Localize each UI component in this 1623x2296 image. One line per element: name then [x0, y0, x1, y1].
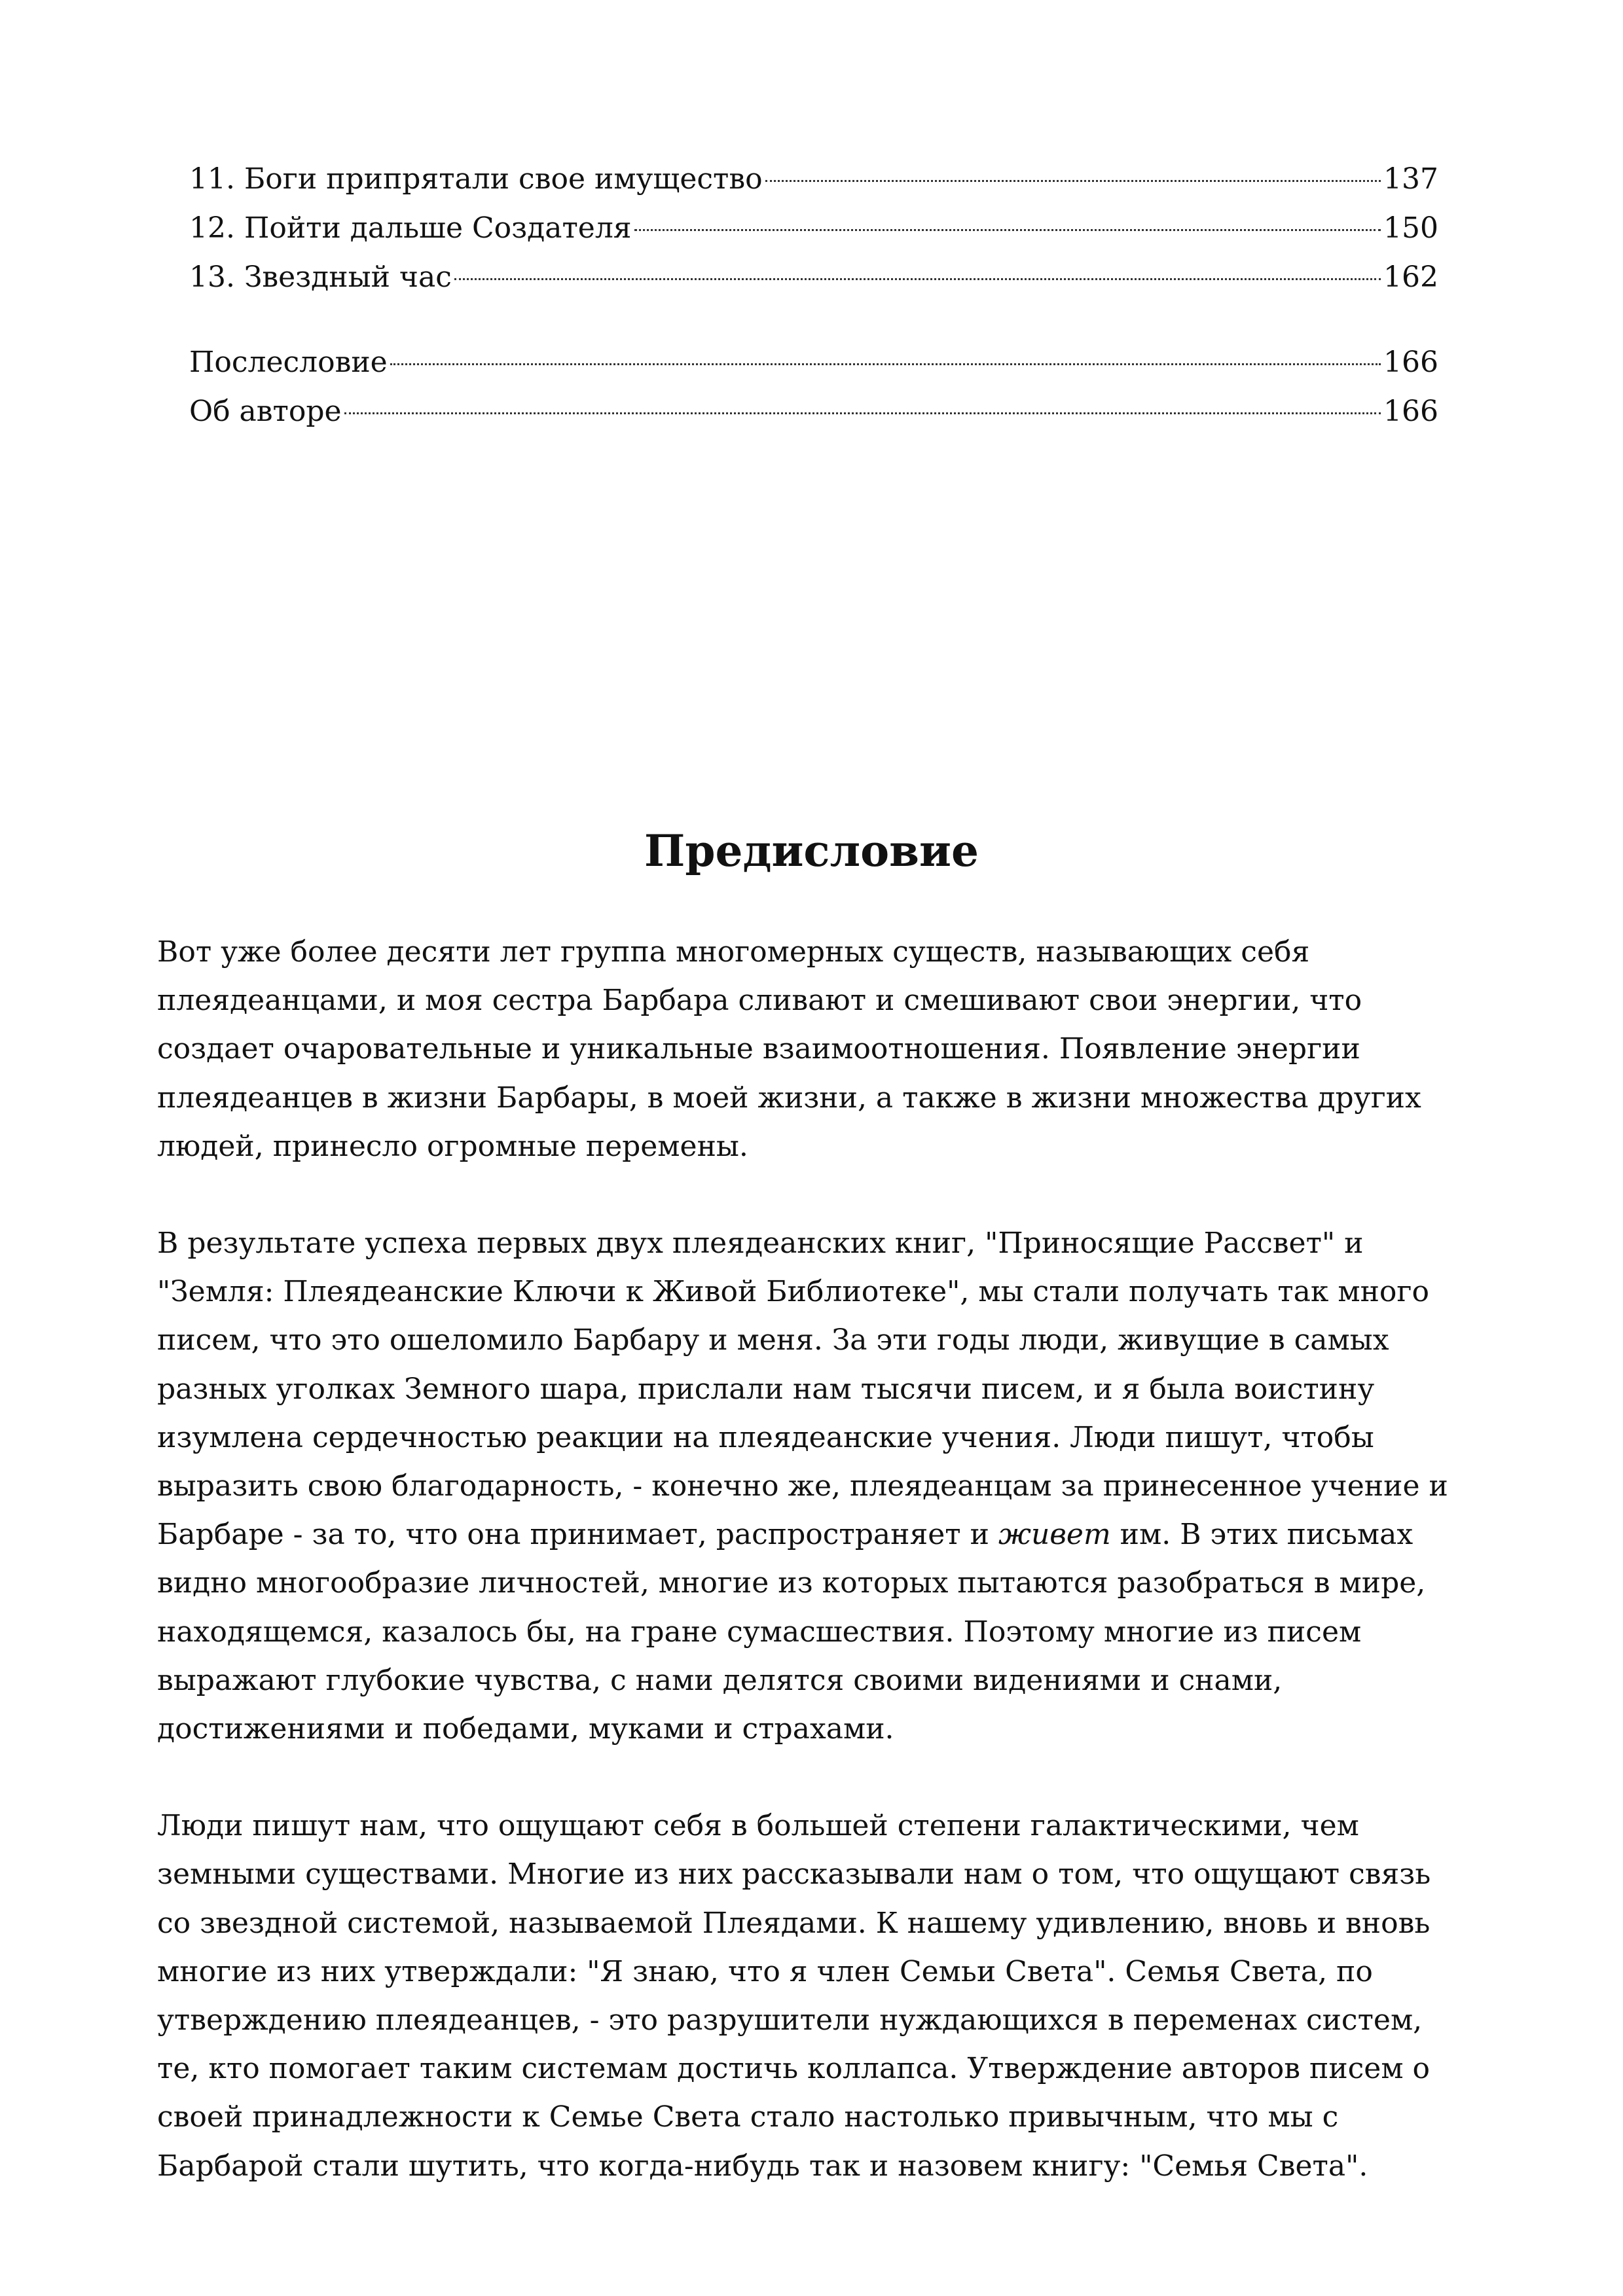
toc-entry [189, 204, 1438, 253]
toc-entry-title: Об авторе [189, 395, 342, 428]
toc-entry [189, 154, 1438, 204]
preface-body [157, 928, 1473, 2239]
toc-dot-leader [454, 278, 1381, 280]
paragraph-1: Вот уже более десяти лет группа многомерных существ, называющих себя плеядеанцами, и моя сестра Барбара сливают и смешивают свои энергии, что создает очаровательные и уникальные взаимоотношения. Появление энергии плеядеанцев в жизни Барбары, в моей жизни, а также в жизни множества других людей, принесло огромные перемены. [157, 935, 1421, 1163]
toc-dot-leader [344, 412, 1381, 414]
toc-entry-title: 13. Звездный час [189, 260, 452, 294]
table-of-contents [189, 154, 1438, 436]
toc-entry-title: Послесловие [189, 346, 388, 379]
toc-entry-page: 166 [1383, 395, 1438, 428]
toc-entry-page: 166 [1383, 346, 1438, 379]
toc-spacer [189, 302, 1438, 338]
section-heading: Предисловие [644, 825, 979, 876]
toc-dot-leader [634, 229, 1381, 231]
toc-entry [189, 387, 1438, 436]
toc-entry-page: 162 [1383, 260, 1438, 294]
toc-entry-title: 11. Боги припрятали свое имущество [189, 162, 763, 196]
paragraph-2-part-1: В результате успеха первых двух плеядеанских книг, "Приносящие Рассвет" и "Земля: Плеядеанские Ключи к Живой Библиотеке", мы стали получать так много писем, что это ошеломило Барбару и меня. За эти годы люди, живущие в самых разных уголках Земного шара, прислали нам тысячи писем, и я была воистину изумлена сердечностью реакции на плеядеанские учения. Люди пишут, чтобы выразить свою благодарность, - конечно же, плеядеанцам за принесенное учение и Барбаре - за то, что она принимает, распространяет и [157, 1227, 1448, 1552]
paragraph-3: Люди пишут нам, что ощущают себя в большей степени галактическими, чем земными существами. Многие из них рассказывали нам о том, что ощущают связь со звездной системой, называемой Плеядами. К нашему удивлению, вновь и вновь многие из них утверждали: "Я знаю, что я член Семьи Света". Семья Света, по утверждению плеядеанцев, - это разрушители нуждающихся в переменах систем, те, кто помогает таким системам достичь коллапса. Утверждение авторов писем о своей принадлежности к Семье Света стало настолько привычным, что мы с Барбарой стали шутить, что когда-нибудь так и назовем книгу: "Семья Света". [157, 1809, 1431, 2183]
paragraph-2-italic-word: живет [998, 1518, 1111, 1552]
toc-entry-title: 12. Пойти дальше Создателя [189, 211, 632, 245]
toc-entry [189, 253, 1438, 302]
toc-entry-page: 137 [1383, 162, 1438, 196]
toc-entry [189, 338, 1438, 387]
toc-dot-leader [765, 180, 1381, 182]
paragraph-2 [157, 1219, 1473, 1753]
toc-dot-leader [390, 363, 1381, 365]
toc-entry-page: 150 [1383, 211, 1438, 245]
paragraph-2-part-2: им. В этих письмах видно многообразие личностей, многие из которых пытаются разобраться в мире, находящемся, казалось бы, на гране сумасшествия. Поэтому многие из писем выражают глубокие чувства, с нами делятся своими видениями и снами, достижениями и победами, муками и страхами. [157, 1518, 1426, 1746]
